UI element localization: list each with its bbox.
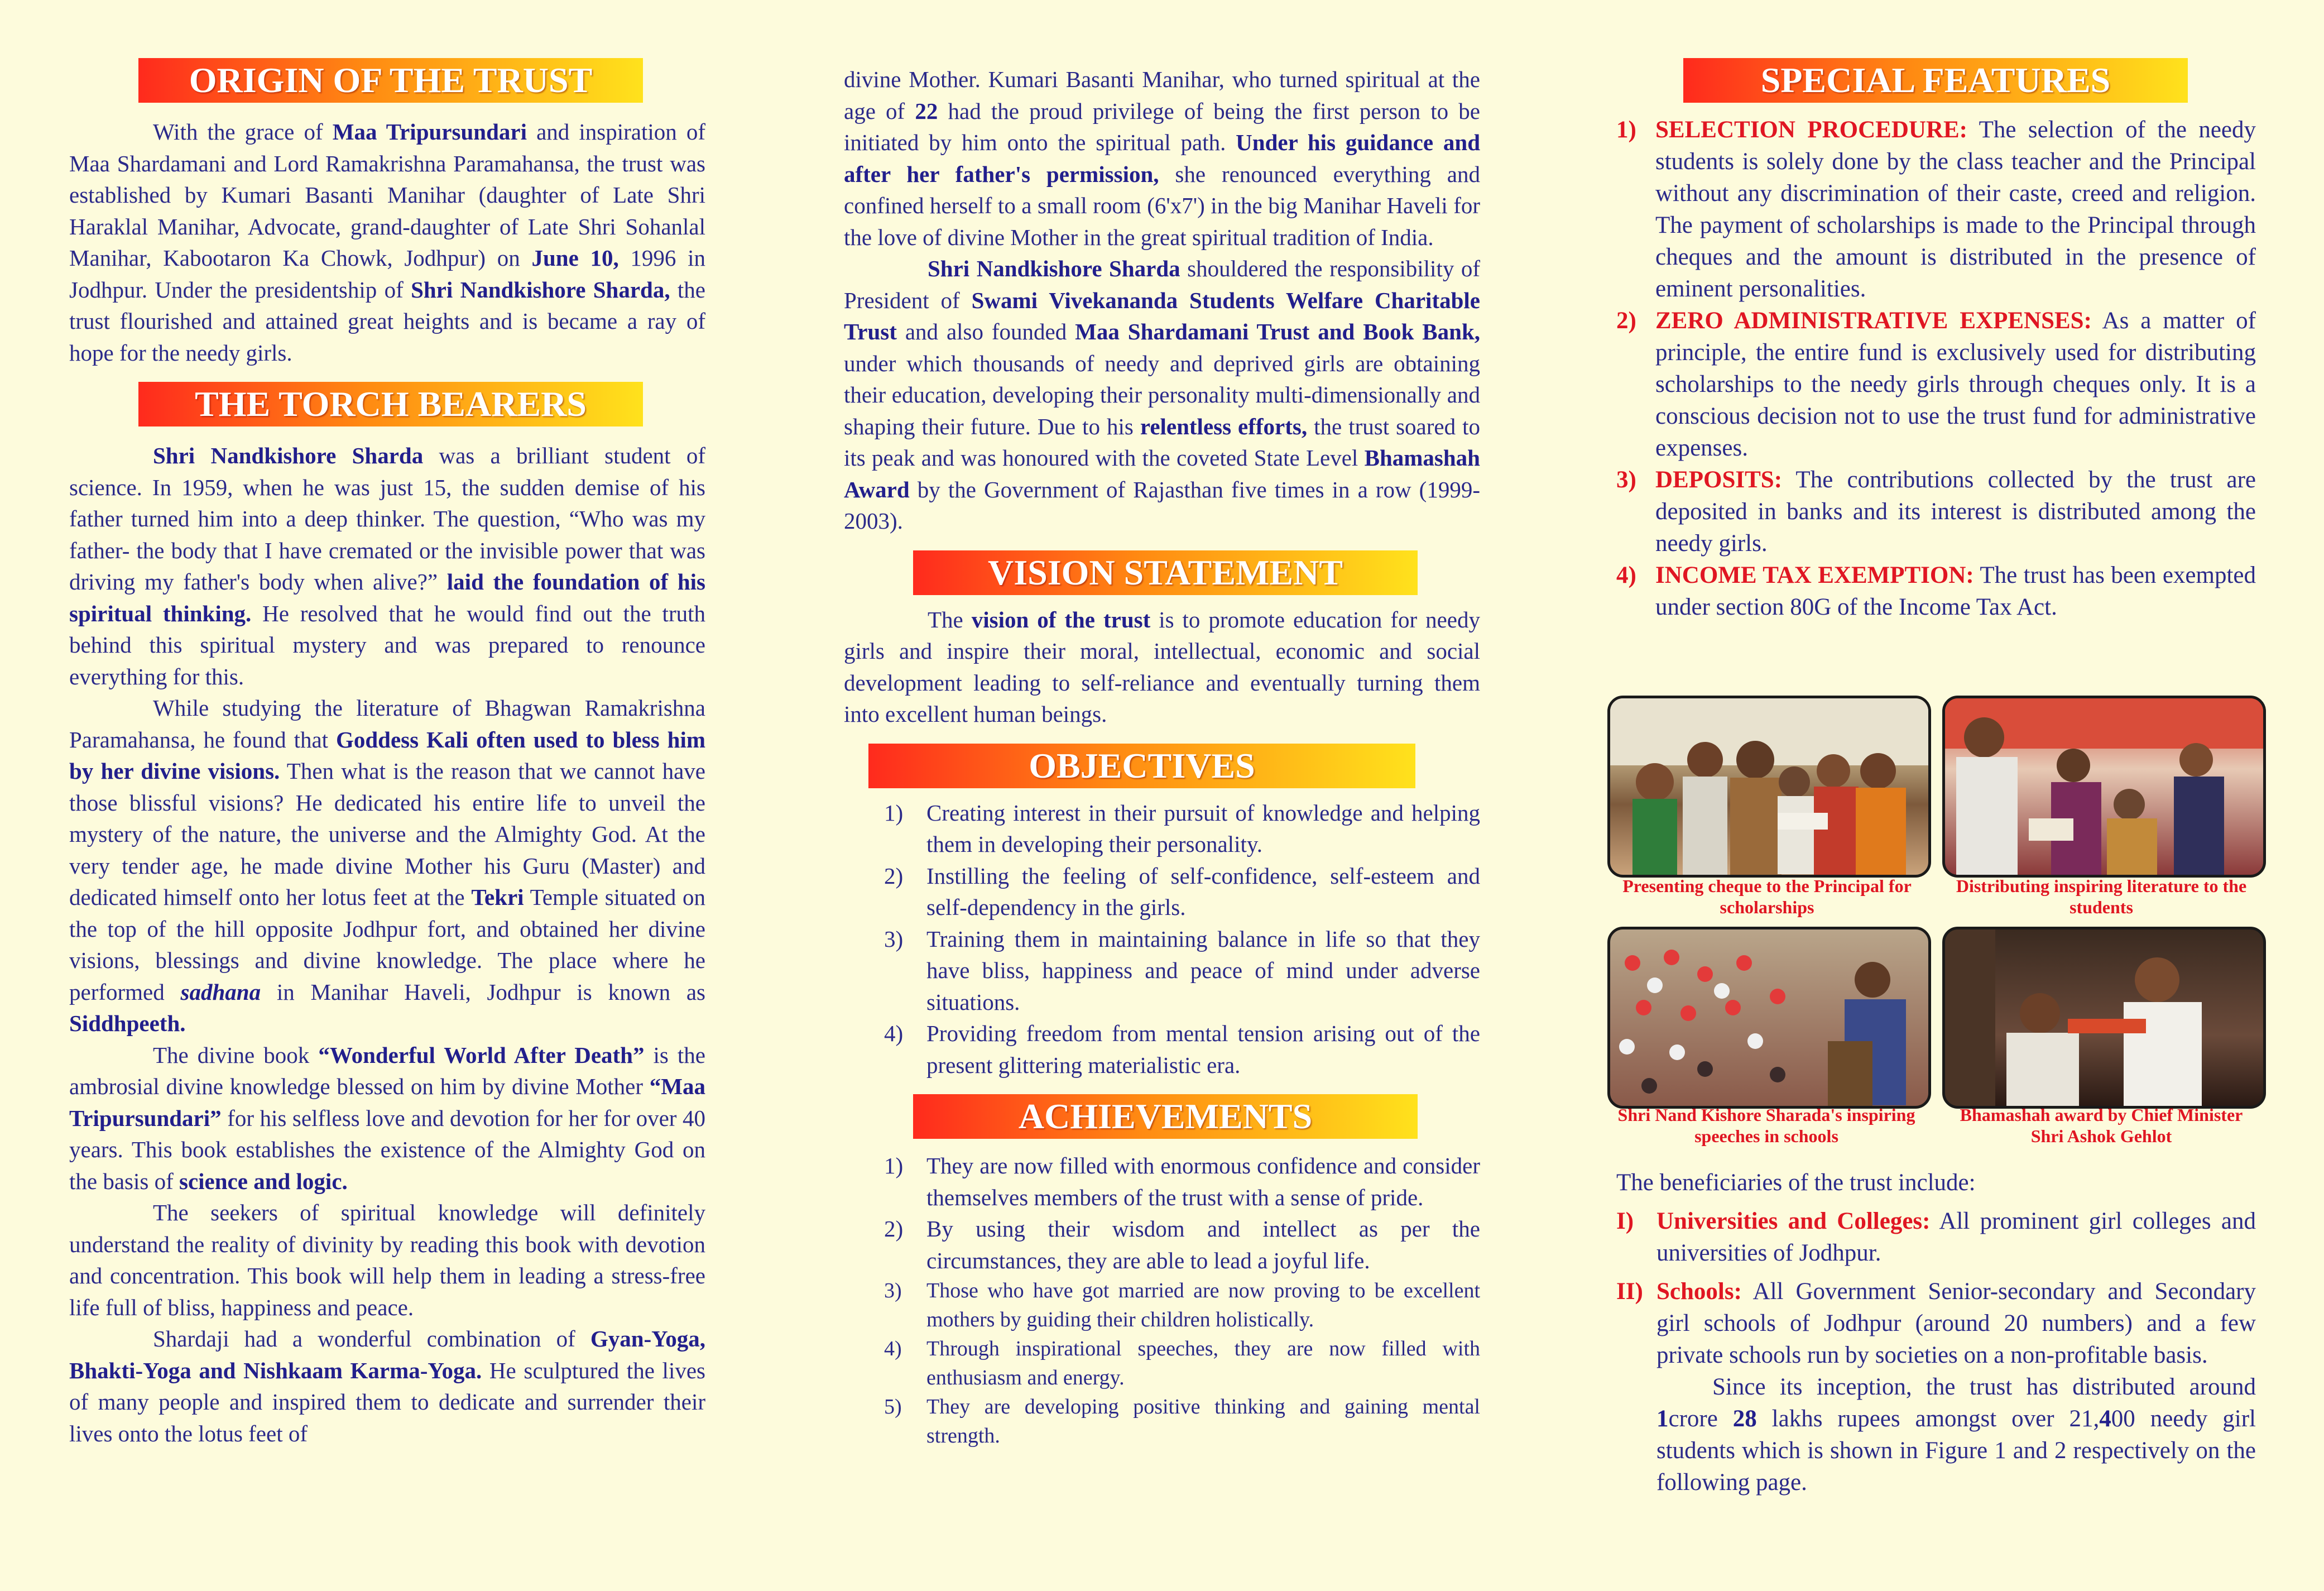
special-heading <box>1683 58 2188 103</box>
bold-text-run: Siddhpeeth. <box>69 1010 186 1036</box>
closing-paragraph <box>1616 1371 2256 1498</box>
text-run: He resolved that he would find out the truth behind this spiritual mystery and was prepared to renounce everything for this. <box>69 600 705 689</box>
features-list <box>1616 114 2256 623</box>
photo-literature-distribution <box>1942 696 2266 878</box>
bold-text-run: Under his guidance and after her father's permission, <box>844 130 1480 187</box>
bold-text-run: Tekri <box>471 884 524 910</box>
achievement-item: 1) They are now filled with enormous confidence and consider themselves members of the trust with a sense of pride. <box>884 1153 1480 1210</box>
beneficiaries-intro: The beneficiaries of the trust include: <box>1616 1170 1976 1196</box>
continued-paragraph <box>844 253 1480 537</box>
vision-paragraph <box>844 604 1480 730</box>
photo-speech-in-schools <box>1607 927 1931 1109</box>
origin-paragraph <box>69 116 705 368</box>
photo-caption: Presenting cheque to the Principal for scholarships <box>1622 876 1912 917</box>
objectives-list <box>844 797 1480 1081</box>
bold-text-run: 4 <box>2099 1406 2111 1432</box>
text-run: in Manihar Haveli, Jodhpur is known as <box>261 979 705 1005</box>
bold-text-run: 1 <box>1656 1406 1669 1432</box>
torch-title: THE TORCH BEARERS <box>138 382 643 426</box>
torch-body <box>69 440 705 1449</box>
column-left <box>69 0 705 1449</box>
vision-heading <box>913 550 1418 595</box>
text-run: Temple situated on the top of the hill opposite Jodhpur fort, and obtained her divine visions, blessings and divine knowledge. The place where he performed <box>69 884 705 1005</box>
people-illustration-icon <box>1610 698 1928 875</box>
text-run: With the grace of <box>153 119 333 145</box>
text-run: was a brilliant student of science. In 1959, when he was just 15, the sudden demise of his father turned him into a deep thinker. The question, “Who was my father- the body that I have cremated or the invisible power that was driving my father's body when alive?” <box>69 443 705 595</box>
feature-item: 3) DEPOSITS: The contributions collected by the trust are deposited in banks and its interest is distributed among the needy girls. <box>1616 467 2256 557</box>
text-run: 1996 in Jodhpur. Under the presidentship of <box>69 245 705 303</box>
torch-paragraph <box>69 440 705 692</box>
column-right <box>1616 0 2256 623</box>
bold-text-run: “Wonderful World After Death” <box>318 1042 645 1068</box>
text-run: He sculptured the lives of many people and inspired them to dedicate and surrender their lives onto the lotus feet of <box>69 1357 705 1446</box>
bold-text-run: Shri Nandkishore Sharda <box>153 443 424 468</box>
text-run: Then what is the reason that we cannot have those blissful visions? He dedicated his entire life to unveil the mystery of the nature, the universe and the Almighty God. At the very tender age, he made divine Mother his Guru (Master) and dedicated himself onto her lotus feet at the <box>69 758 706 910</box>
torch-paragraph <box>69 1039 705 1197</box>
feature-item: 2) ZERO ADMINISTRATIVE EXPENSES: As a matter of principle, the entire fund is exclusively used for distributing scholarships to the needy girls through cheques only. It is a conscious decision not to use the trust fund for administrative expenses. <box>1616 308 2256 461</box>
bold-text-run: Maa Shardamani Trust and Book Bank, <box>1075 319 1481 344</box>
text-run: While studying the literature of Bhagwan Ramakrishna Paramahansa, he found that <box>69 695 705 753</box>
objective-item: 2) Instilling the feeling of self-confidence, self-esteem and self-dependency in the girls. <box>884 862 1480 920</box>
feature-item: 1) SELECTION PROCEDURE: The selection of the needy students is solely done by the class teacher and the Principal without any discrimination of their caste, creed and religion. The payment of scholarships is made to the Principal through cheques and the amount is distributed in the presence of eminent personalities. <box>1616 117 2256 302</box>
bold-text-run: “Maa Tripursundari” <box>69 1074 705 1131</box>
text-run: shouldered the responsibility of President of <box>844 256 1480 313</box>
torch-paragraph <box>69 692 705 1039</box>
bold-text-run: Gyan-Yoga, Bhakti-Yoga and Nishkaam Karma-Yoga. <box>69 1326 705 1383</box>
text-run: under which thousands of needy and deprived girls are obtaining their education, developing their personality multi-dimensionally and shaping their future. Due to his <box>844 350 1480 439</box>
achievements-list <box>844 1150 1480 1450</box>
text-run: The <box>928 606 972 632</box>
text-run: the trust soared to its peak and was honoured with the coveted State Level <box>844 413 1480 471</box>
objective-item: 4) Providing freedom from mental tension arising out of the present glittering materialistic era. <box>884 1020 1480 1078</box>
continued-text <box>844 64 1480 537</box>
text-run: and also founded <box>896 319 1075 344</box>
continued-paragraph <box>844 64 1480 253</box>
crowd-illustration-icon <box>1610 929 1928 1106</box>
achievements-title: ACHIEVEMENTS <box>913 1094 1418 1139</box>
objective-item: 1) Creating interest in their pursuit of knowledge and helping them in developing their personality. <box>884 799 1480 857</box>
origin-heading <box>138 58 643 103</box>
text-run: The seekers of spiritual knowledge will definitely understand the reality of divinity by reading this book with devotion and concentration. This book will help them in leading a stress-free life full of bliss, happiness and peace. <box>69 1200 705 1320</box>
text-run: had the proud privilege of being the first person to be initiated by him onto the spiritual path. <box>844 98 1480 155</box>
text-run: The divine book <box>153 1042 319 1068</box>
achievement-item: 4) Through inspirational speeches, they are now filled with enthusiasm and energy. <box>884 1337 1480 1389</box>
feature-item: 4) INCOME TAX EXEMPTION: The trust has been exempted under section 80G of the Income Tax Act. <box>1616 562 2256 620</box>
bold-text-run: Shri Nandkishore Sharda <box>928 256 1180 281</box>
text-run: is the ambrosial divine knowledge blessed on him by divine Mother <box>69 1042 705 1099</box>
torch-paragraph <box>69 1323 705 1449</box>
text-run: the trust flourished and attained great heights and is became a ray of hope for the needy girls. <box>69 276 705 366</box>
people-illustration-icon <box>1945 698 2263 875</box>
award-illustration-icon <box>1945 929 2263 1106</box>
torch-paragraph <box>69 1197 705 1323</box>
vision-title: VISION STATEMENT <box>913 550 1418 595</box>
achievements-heading <box>913 1094 1418 1139</box>
photo-caption: Shri Nand Kishore Sharada's inspiring speeches in schools <box>1617 1105 1915 1146</box>
text-run: lakhs rupees amongst over 21, <box>1756 1406 2100 1432</box>
bold-text-run: Maa Tripursundari <box>332 119 527 145</box>
objectives-heading <box>868 744 1415 788</box>
column-middle <box>844 0 1480 1450</box>
achievement-item: 2) By using their wisdom and intellect as per the circumstances, they are able to lead a joyful life. <box>884 1216 1480 1273</box>
bold-text-run: 22 <box>915 98 938 124</box>
photo-caption: Bhamashah award by Chief Minister Shri Ashok Gehlot <box>1960 1105 2243 1146</box>
text-run: 00 needy girl students which is shown in Figure 1 and 2 respectively on the following page. <box>1656 1406 2256 1496</box>
beneficiary-item: II) Schools: All Government Senior-secondary and Secondary girl schools of Jodhpur (around 20 numbers) and a few private schools run by societies on a non-profitable basis. <box>1616 1278 2256 1368</box>
bold-text-run: vision of the trust <box>971 606 1151 632</box>
bold-text-run: Shri Nandkishore Sharda, <box>411 276 670 303</box>
bold-text-run: laid the foundation of his spiritual thinking. <box>69 569 705 626</box>
achievement-item: 3) Those who have got married are now proving to be excellent mothers by guiding their children holistically. <box>884 1279 1480 1331</box>
special-title: SPECIAL FEATURES <box>1683 58 2188 103</box>
bold-text-run: Goddess Kali often used to bless him by her divine visions. <box>69 726 705 784</box>
text-run: by the Government of Rajasthan five times in a row (1999-2003). <box>844 476 1480 534</box>
text-run: and inspiration of Maa Shardamani and Lord Ramakrishna Paramahansa, the trust was established by Kumari Basanti Manihar (daughter of Late Shri Haraklal Manihar, Advocate, grand-daughter of Late Shri Sohanlal Manihar, Kabootaron Ka Chowk, Jodhpur) on <box>69 119 706 271</box>
objective-item: 3) Training them in maintaining balance in life so that they have bliss, happiness and peace of mind under adverse situations. <box>884 926 1480 1015</box>
text-run: divine Mother. Kumari Basanti Manihar, who turned spiritual at the age of <box>844 66 1480 124</box>
text-run: for his selfless love and devotion for her for over 40 years. This book establishes the existence of the Almighty God on the basis of <box>69 1105 705 1194</box>
beneficiaries-section <box>1616 1167 2256 1498</box>
text-run: she renounced everything and confined herself to a small room (6'x7') in the big Manihar Haveli for the love of divine Mother in the great spiritual tradition of India. <box>844 161 1480 250</box>
bold-text-run: Bhamashah Award <box>844 445 1480 502</box>
bold-text-run: Swami Vivekananda Students Welfare Charitable Trust <box>844 287 1480 344</box>
bold-text-run: science and logic. <box>179 1168 348 1194</box>
bold-text-run: sadhana <box>180 979 261 1005</box>
bold-text-run: June 10, <box>531 245 619 271</box>
achievement-item: 5) They are developing positive thinking and gaining mental strength. <box>884 1395 1480 1448</box>
objectives-title: OBJECTIVES <box>868 744 1415 788</box>
photo-caption: Distributing inspiring literature to the students <box>1956 876 2247 917</box>
text-run: Since its inception, the trust has distributed around <box>1712 1374 2256 1400</box>
photo-bhamashah-award <box>1942 927 2266 1109</box>
text-run: Shardaji had a wonderful combination of <box>153 1326 590 1352</box>
torch-heading <box>138 382 643 426</box>
bold-text-run: 28 <box>1732 1406 1757 1432</box>
text-run: is to promote education for needy girls and inspire their moral, intellectual, economic and social development leading to self-reliance and eventually turning them into excellent human beings. <box>844 606 1480 727</box>
photo-cheque-presentation <box>1607 696 1931 878</box>
origin-title: ORIGIN OF THE TRUST <box>138 58 643 103</box>
beneficiary-item: I) Universities and Colleges: All prominent girl colleges and universities of Jodhpur. <box>1616 1208 2256 1266</box>
bold-text-run: relentless efforts, <box>1140 413 1308 439</box>
text-run: crore <box>1668 1406 1733 1432</box>
